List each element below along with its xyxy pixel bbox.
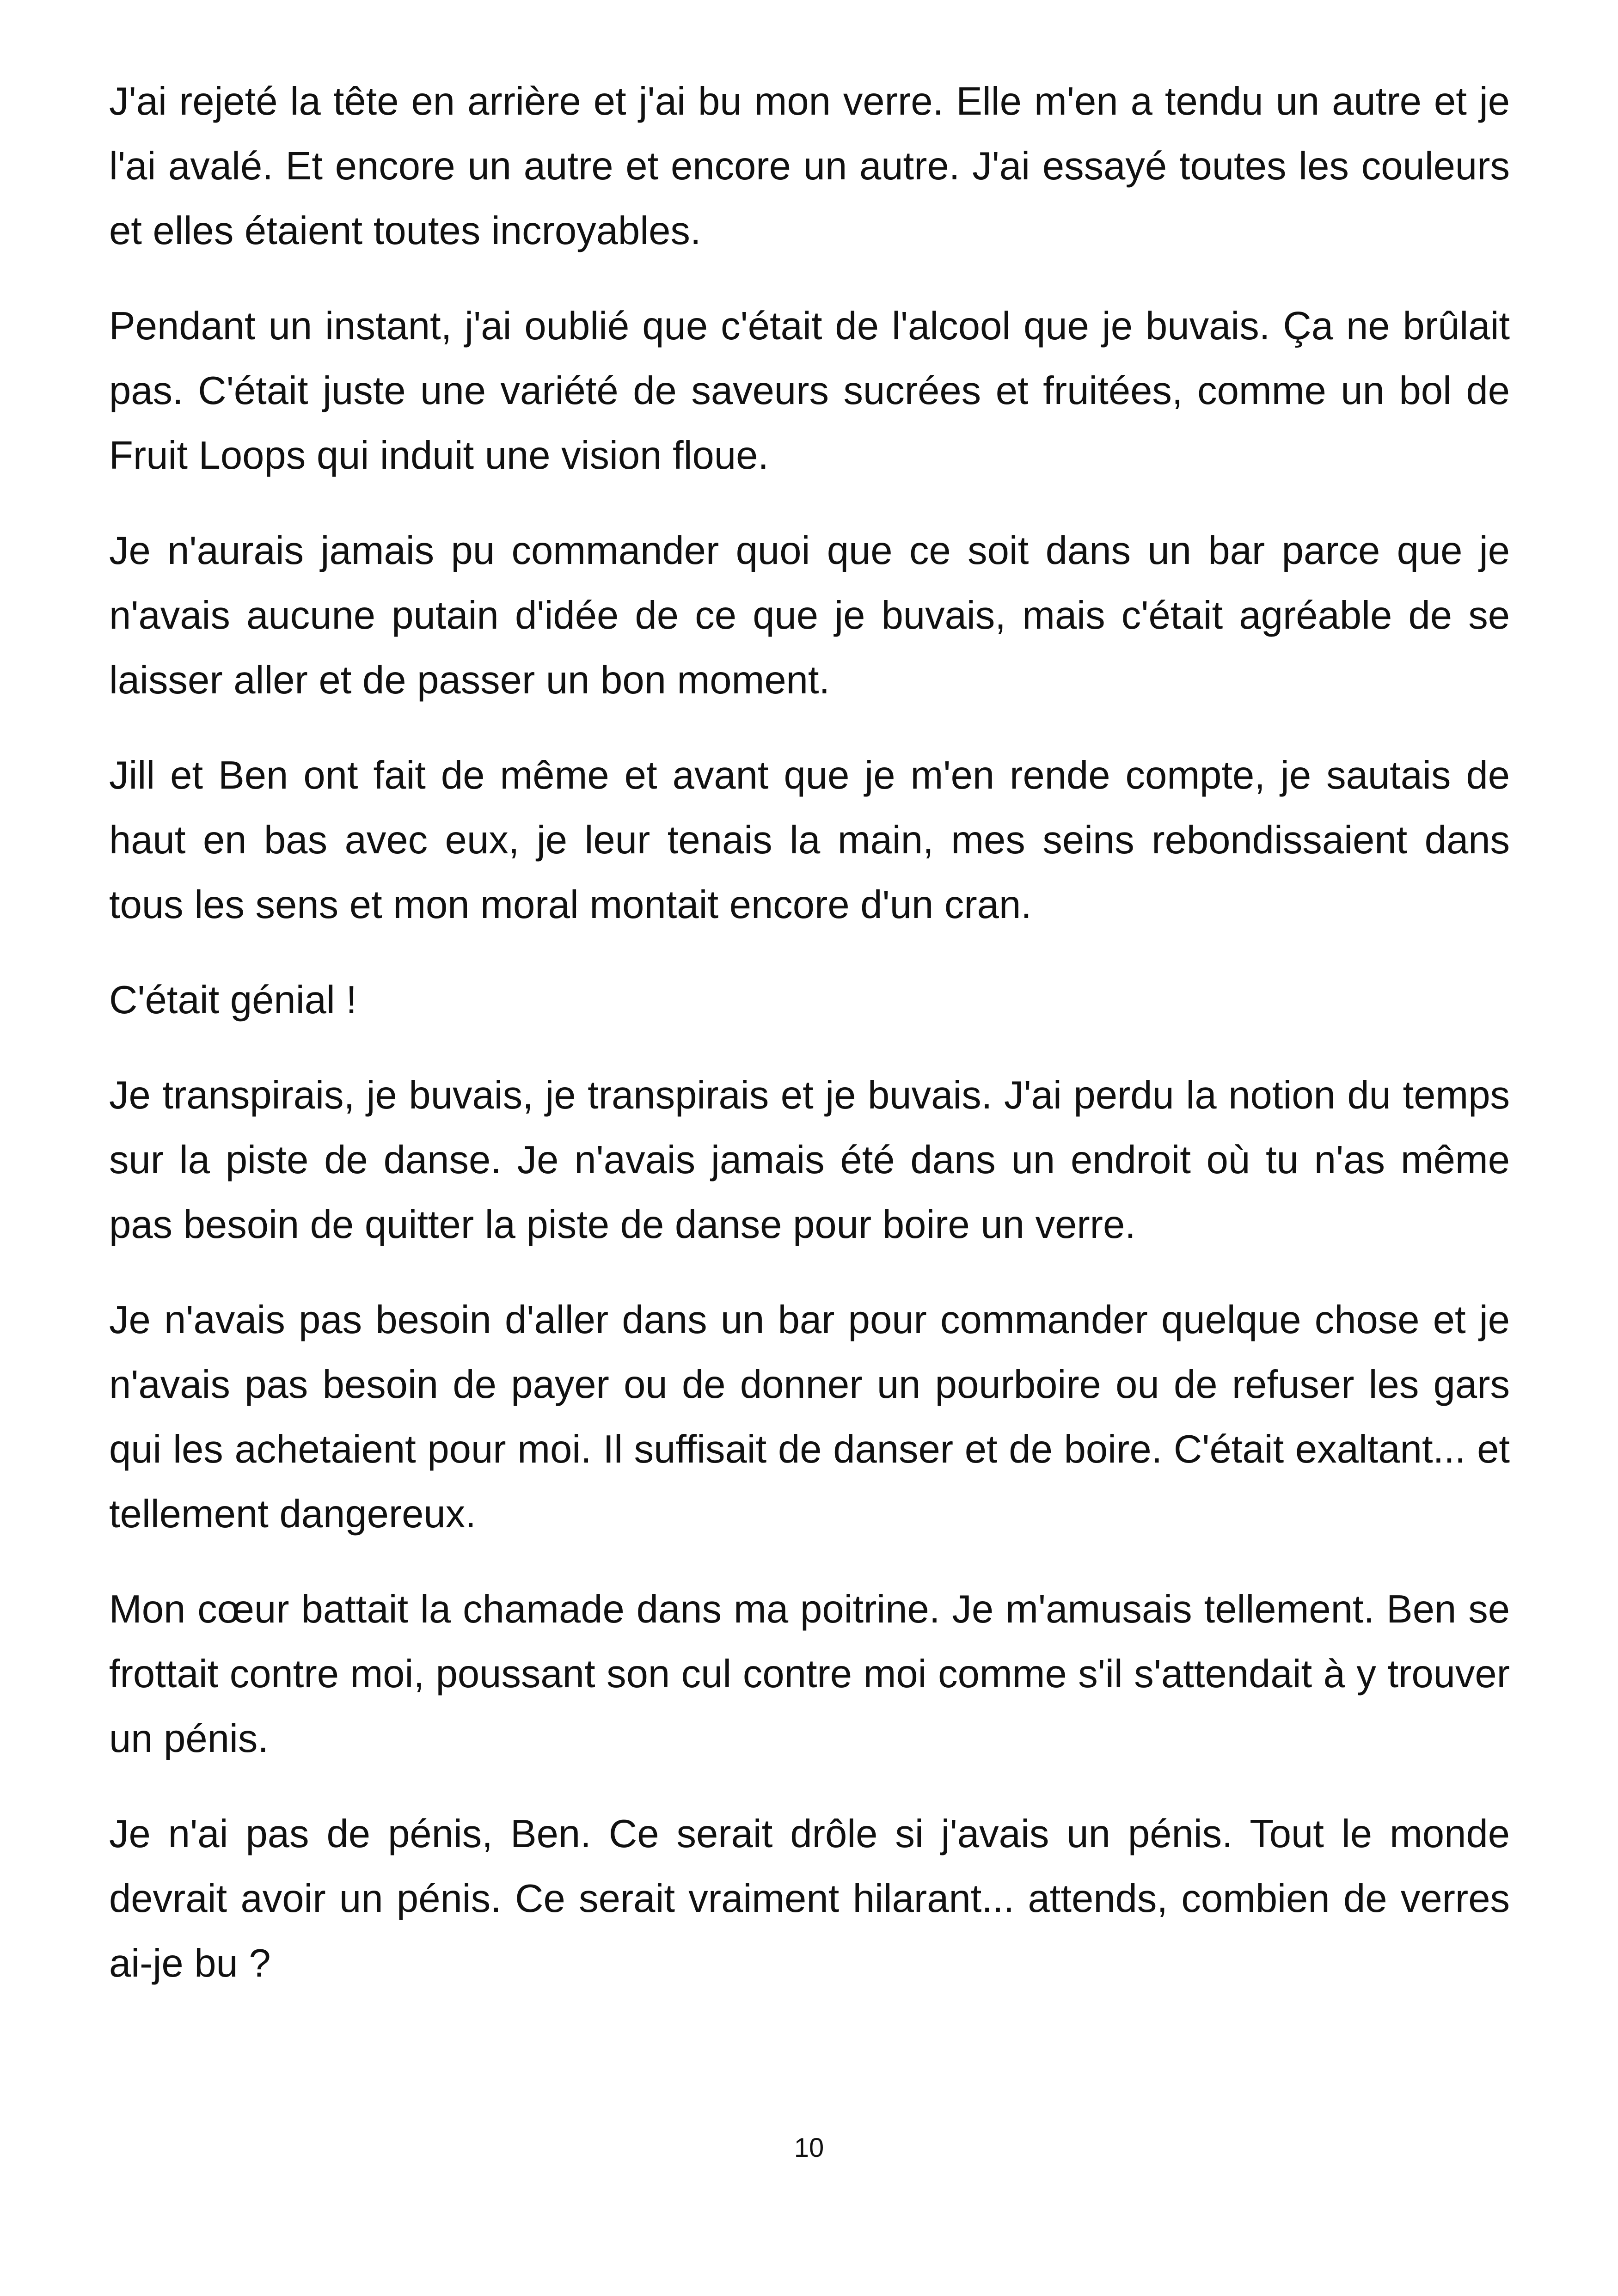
paragraph: Je n'aurais jamais pu commander quoi que ce soit dans un bar parce que je n'avais aucune putain d'idée de ce que je buvais, mais c'était agréable de se laisser aller et de passer un bon moment. bbox=[109, 529, 1510, 702]
paragraph: Mon cœur battait la chamade dans ma poitrine. Je m'amusais tellement. Ben se frottait contre moi, poussant son cul contre moi comme s'il s'attendait à y trouver un pénis. bbox=[109, 1587, 1510, 1761]
paragraph: Je n'avais pas besoin d'aller dans un bar pour commander quelque chose et je n'avais pas besoin de payer ou de donner un pourboire ou de refuser les gars qui les achetaient pour moi. Il suffisait de danser et de boire. C'était exaltant... et tellement dangereux. bbox=[109, 1298, 1510, 1536]
paragraph: C'était génial ! bbox=[109, 978, 357, 1022]
paragraph: Je transpirais, je buvais, je transpirais et je buvais. J'ai perdu la notion du temps sur la piste de danse. Je n'avais jamais été dans un endroit où tu n'as même pas besoin de quitter la piste de danse pour boire un verre. bbox=[109, 1073, 1510, 1247]
body-text bbox=[109, 69, 1510, 2027]
page-number: 10 bbox=[794, 2133, 824, 2163]
paragraph: Pendant un instant, j'ai oublié que c'était de l'alcool que je buvais. Ça ne brûlait pas. C'était juste une variété de saveurs sucrées et fruitées, comme un bol de Fruit Loops qui induit une vision floue. bbox=[109, 304, 1510, 478]
paragraph: Je n'ai pas de pénis, Ben. Ce serait drôle si j'avais un pénis. Tout le monde devrait avoir un pénis. Ce serait vraiment hilarant... attends, combien de verres ai-je bu ? bbox=[109, 1812, 1510, 1985]
paragraph: J'ai rejeté la tête en arrière et j'ai bu mon verre. Elle m'en a tendu un autre et je l'ai avalé. Et encore un autre et encore un autre. J'ai essayé toutes les couleurs et elles étaient toutes incroyables. bbox=[109, 80, 1510, 253]
paragraph: Jill et Ben ont fait de même et avant que je m'en rende compte, je sautais de haut en bas avec eux, je leur tenais la main, mes seins rebondissaient dans tous les sens et mon moral montait encore d'un cran. bbox=[109, 753, 1510, 927]
